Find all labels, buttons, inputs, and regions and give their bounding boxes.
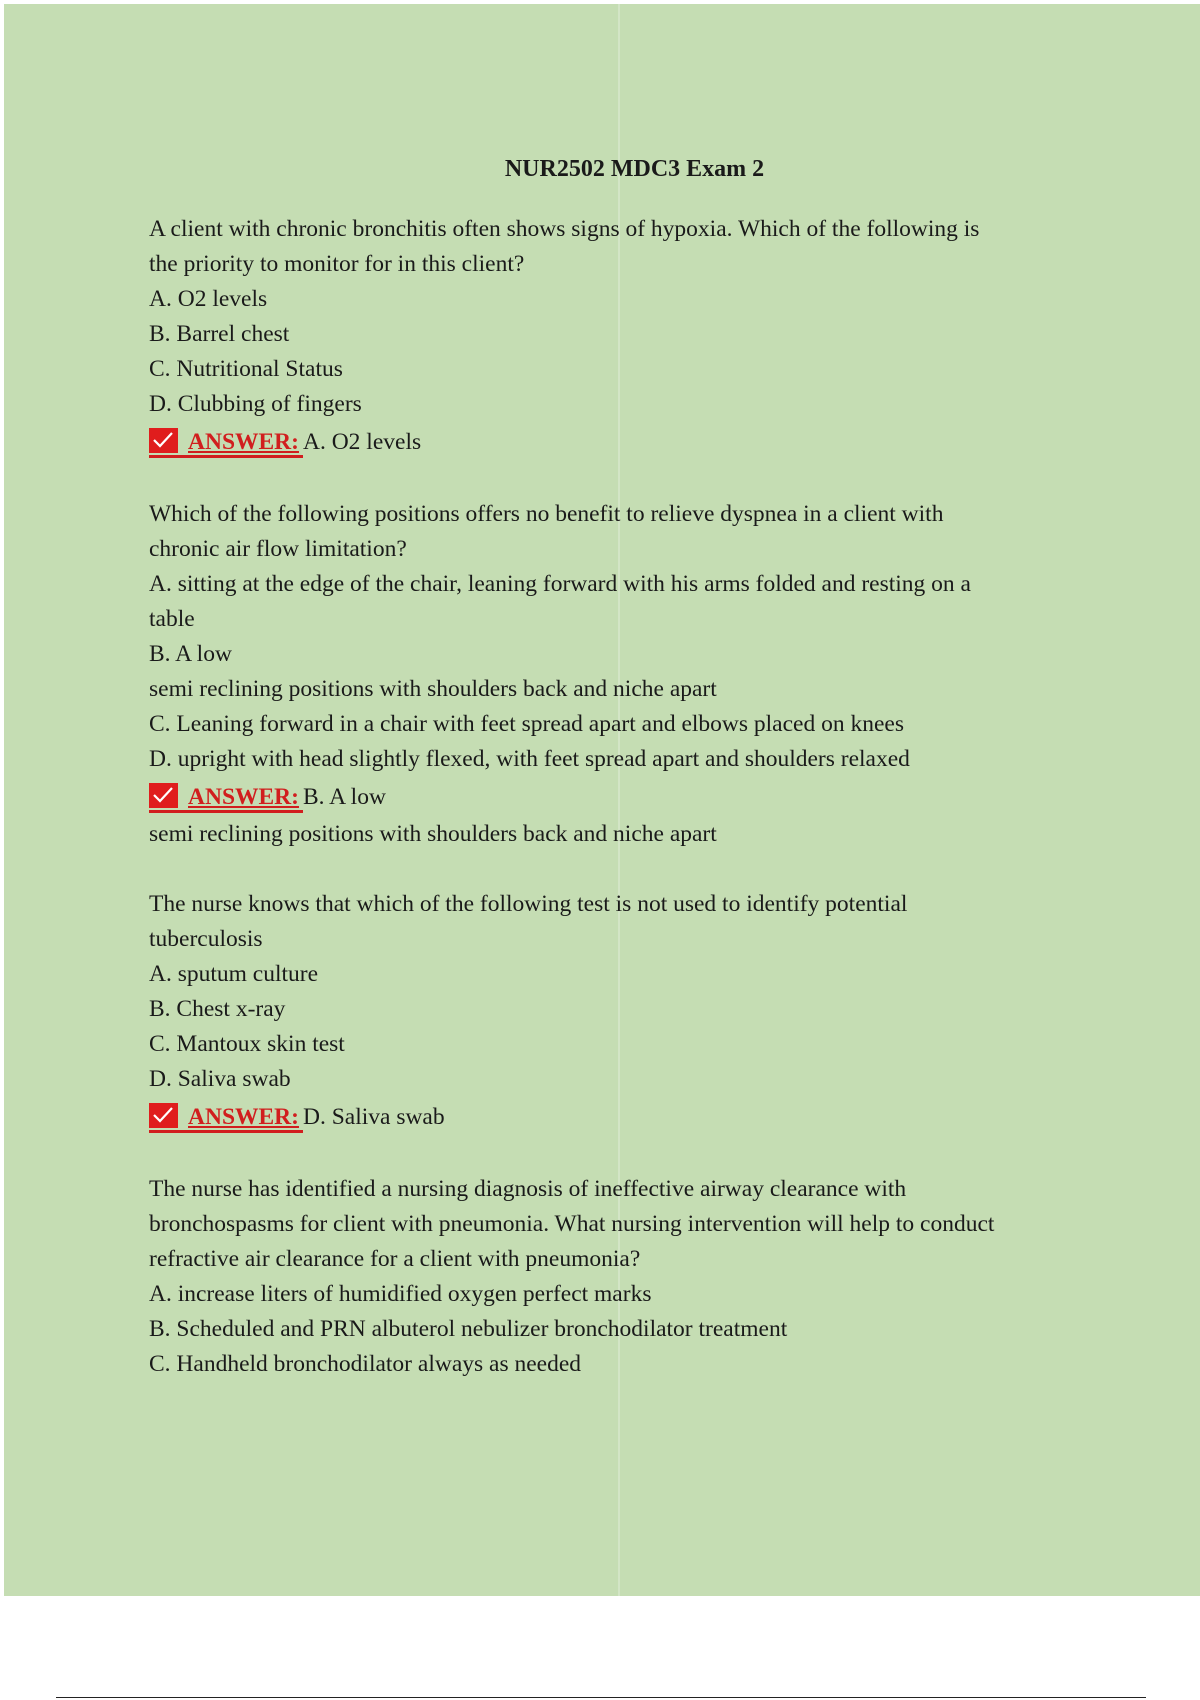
question-stem-line: Which of the following positions offers no benefit to relieve dyspnea in a client with bbox=[149, 501, 944, 527]
question-stem-line: chronic air flow limitation? bbox=[149, 536, 407, 562]
answer-option: C. Nutritional Status bbox=[149, 356, 343, 382]
answer-text: A. O2 levels bbox=[302, 429, 422, 455]
answer-option: A. sitting at the edge of the chair, leaning forward with his arms folded and resting on a bbox=[149, 571, 971, 597]
answer-marker bbox=[149, 1104, 303, 1133]
answer-marker bbox=[149, 784, 303, 813]
question-stem-line: A client with chronic bronchitis often shows signs of hypoxia. Which of the following is bbox=[149, 216, 980, 242]
answer-text: D. Saliva swab bbox=[302, 1104, 445, 1130]
answer-line bbox=[149, 1097, 1094, 1137]
answer-option: C. Handheld bronchodilator always as needed bbox=[149, 1351, 582, 1377]
question-3 bbox=[149, 887, 1094, 1137]
answer-option: semi reclining positions with shoulders back and niche apart bbox=[149, 676, 717, 702]
checkmark-icon bbox=[149, 783, 178, 808]
answer-marker bbox=[149, 429, 303, 458]
question-2 bbox=[149, 497, 1094, 852]
question-4 bbox=[149, 1172, 1094, 1382]
answer-option: C. Mantoux skin test bbox=[149, 1031, 345, 1057]
answer-text-continued: semi reclining positions with shoulders back and niche apart bbox=[149, 821, 717, 847]
question-stem-line: The nurse knows that which of the following test is not used to identify potential bbox=[149, 891, 908, 917]
document-page bbox=[4, 4, 1200, 1596]
document-content bbox=[149, 152, 1094, 1417]
answer-option: C. Leaning forward in a chair with feet spread apart and elbows placed on knees bbox=[149, 711, 904, 737]
question-stem-line: tuberculosis bbox=[149, 926, 263, 952]
answer-option: B. A low bbox=[149, 641, 232, 667]
document-title: NUR2502 MDC3 Exam 2 bbox=[504, 156, 765, 182]
question-1 bbox=[149, 212, 1094, 462]
answer-line bbox=[149, 422, 1094, 462]
question-stem-line: bronchospasms for client with pneumonia. What nursing intervention will help to conduct bbox=[149, 1211, 995, 1237]
answer-option: D. Clubbing of fingers bbox=[149, 391, 362, 417]
question-stem-line: refractive air clearance for a client with pneumonia? bbox=[149, 1246, 641, 1272]
answer-option: B. Chest x-ray bbox=[149, 996, 286, 1022]
checkmark-icon bbox=[149, 428, 178, 453]
answer-option: D. upright with head slightly flexed, with feet spread apart and shoulders relaxed bbox=[149, 746, 910, 772]
question-stem-line: the priority to monitor for in this client? bbox=[149, 251, 525, 277]
question-stem-line: The nurse has identified a nursing diagnosis of ineffective airway clearance with bbox=[149, 1176, 907, 1202]
answer-option: A. increase liters of humidified oxygen perfect marks bbox=[149, 1281, 652, 1307]
answer-label: ANSWER: bbox=[188, 1104, 299, 1130]
answer-option: B. Barrel chest bbox=[149, 321, 290, 347]
answer-option: A. sputum culture bbox=[149, 961, 319, 987]
answer-option: table bbox=[149, 606, 195, 632]
answer-label: ANSWER: bbox=[188, 784, 299, 810]
answer-option: A. O2 levels bbox=[149, 286, 268, 312]
answer-line bbox=[149, 777, 1094, 817]
answer-option: B. Scheduled and PRN albuterol nebulizer bronchodilator treatment bbox=[149, 1316, 788, 1342]
answer-label: ANSWER: bbox=[188, 429, 299, 455]
checkmark-icon bbox=[149, 1103, 178, 1128]
answer-option: D. Saliva swab bbox=[149, 1066, 291, 1092]
answer-text: B. A low bbox=[302, 784, 386, 810]
footer-rule bbox=[56, 1697, 1146, 1698]
